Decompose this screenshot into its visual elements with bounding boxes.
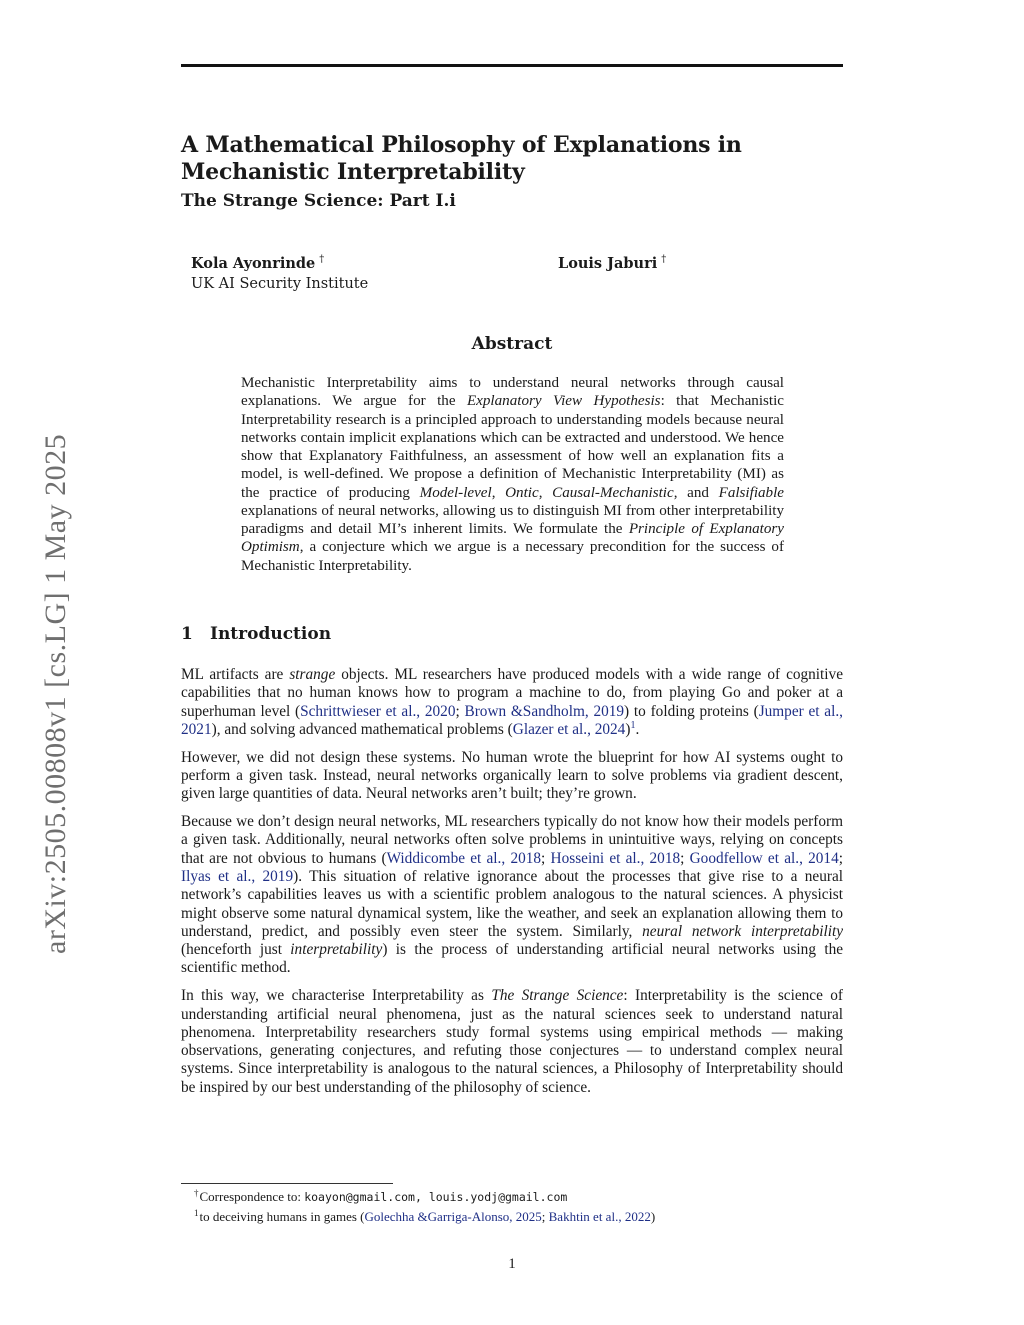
text-run: ), and solving advanced mathematical problems ( xyxy=(211,720,513,738)
citation-link[interactable]: Jumper et al., 2021 xyxy=(181,702,843,738)
paragraph-1 xyxy=(181,666,843,739)
author-1 xyxy=(191,250,368,294)
footnote-mark: † xyxy=(194,1187,199,1198)
text-run: ML artifacts are xyxy=(181,666,290,683)
abstract-text-run: explanations of neural networks, allowing us to distinguish MI from other interpretability paradigms and detail MI’s inherent limits. We formulate the xyxy=(241,502,784,537)
citation-link[interactable]: Widdicombe et al., 2018 xyxy=(386,849,542,867)
text-run: objects. ML researchers have produced models with a wide range of cognitive capabilities that no human knows how to program a machine to do, from playing Go and poker at a superhuman level ( xyxy=(181,666,843,720)
author-affiliation: UK AI Security Institute xyxy=(191,275,369,292)
text-run: ) to folding proteins ( xyxy=(624,702,759,720)
correspondence-emails: koayon@gmail.com, louis.yodj@gmail.com xyxy=(304,1190,568,1204)
emphasis: The Strange Science xyxy=(491,987,624,1005)
abstract-text-run: , xyxy=(491,484,506,501)
citation-link[interactable]: Glazer et al., 2024 xyxy=(512,720,626,738)
citation-link[interactable]: Ilyas et al., 2019 xyxy=(181,867,294,885)
body-column xyxy=(181,666,843,1107)
author-2 xyxy=(558,250,666,274)
title-block xyxy=(181,132,846,212)
citation-link[interactable]: Golechha &Garriga-Alonso, 2025 xyxy=(364,1209,542,1224)
abstract-text xyxy=(241,374,784,575)
citation-link[interactable]: Schrittwieser et al., 2020 xyxy=(300,702,456,720)
text-run: Because we don’t design neural networks, ML researchers typically do not know how their models perform a given task. Additionally, neural networks often solve problems in unintuitive ways, relying on concepts that are not obvious to humans ( xyxy=(181,813,843,867)
author-name: Louis Jaburi xyxy=(558,254,658,272)
section-title: Introduction xyxy=(210,624,332,644)
paragraph-4 xyxy=(181,987,843,1097)
citation-link[interactable]: Brown &Sandholm, 2019 xyxy=(464,702,625,720)
abstract-text-run: , xyxy=(538,484,553,501)
section-heading xyxy=(181,624,331,644)
citation-link[interactable]: Hosseini et al., 2018 xyxy=(550,849,681,867)
text-run: ; xyxy=(680,849,690,867)
abstract-heading: Abstract xyxy=(471,334,553,354)
footnote-marker[interactable]: 1 xyxy=(630,719,636,731)
abstract-text-run: , and xyxy=(673,484,719,501)
citation-link[interactable]: Bakhtin et al., 2022 xyxy=(548,1209,651,1224)
text-run: : Interpretability is the science of understanding artificial neural phenomena, just as the natural sciences seek to understand natural phenomena. Interpretability researchers study formal systems using empirical methods — making observations, generating conjectures, and refuting those conjectures — to understand complex neural systems. Since interpretability is analogous to the natural sciences, a Philosophy of Interpretability should be inspired by our best understanding of the philosophy of science. xyxy=(181,987,843,1096)
text-run: ; xyxy=(838,849,843,867)
footnote-text: ; xyxy=(541,1209,549,1224)
paper-title: A Mathematical Philosophy of Explanations in Mechanistic Interpretability xyxy=(181,132,742,185)
text-run: ) xyxy=(625,720,631,738)
abstract-emphasis: Falsifiable xyxy=(718,484,784,501)
footnote-correspondence xyxy=(181,1187,843,1207)
footnote-text: ) xyxy=(650,1209,656,1224)
author-mark: † xyxy=(661,254,667,265)
paper-subtitle: The Strange Science: Part I.i xyxy=(181,191,456,211)
abstract-emphasis: Explanatory View Hypothesis xyxy=(466,393,661,410)
top-rule xyxy=(181,64,843,67)
abstract-emphasis: Principle of Explanatory Optimism xyxy=(241,521,784,556)
footnotes xyxy=(181,1187,843,1227)
emphasis: interpretability xyxy=(290,941,383,959)
footnote-text: Correspondence to: xyxy=(199,1189,305,1204)
page-number: 1 xyxy=(508,1256,516,1272)
arxiv-identifier: arXiv:2505.00808v1 [cs.LG] 1 May 2025 xyxy=(39,433,72,954)
footnote-rule xyxy=(181,1183,393,1184)
text-run: In this way, we characterise Interpretability as xyxy=(181,987,492,1005)
text-run: . xyxy=(635,720,640,738)
author-name: Kola Ayonrinde xyxy=(191,254,316,272)
footnote-text: to deceiving humans in games ( xyxy=(199,1209,365,1224)
footnote-1 xyxy=(181,1207,843,1227)
abstract-emphasis: Ontic xyxy=(505,484,539,501)
text-run: ). This situation of relative ignorance about the processes that give rise to a neural network’s capabilities leaves us with a scientific problem analogous to the natural sciences. A physicist might observe some natural dynamical system, like the weather, and seek an explanation allowing them to understand, predict, and possibly even steer the system. Similarly, xyxy=(181,867,843,940)
abstract-text-run: : that Mechanistic Interpretability research is a principled approach to understanding models because neural networks contain implicit explanations which can be extracted and understood. We hence show that Explanatory Faithfulness, an assessment of how well an explanation fits a model, is well-defined. We propose a definition of Mechanistic Interpretability (MI) as the practice of producing xyxy=(241,393,785,501)
abstract-text-run: Mechanistic Interpretability aims to understand neural networks through causal explanations. We argue for the xyxy=(241,375,784,410)
text-run: ; xyxy=(541,849,551,867)
text-run: ; xyxy=(455,702,465,720)
emphasis: neural network interpretability xyxy=(642,922,844,940)
section-number: 1 xyxy=(181,624,193,644)
paragraph-2: However, we did not design these systems. No human wrote the blueprint for how AI systems ought to perform a given task. Instead, neural networks organically learn to solve problems via gradient descent, given large quantities of data. Neural networks aren’t built; they’re grown. xyxy=(181,748,843,803)
emphasis: strange xyxy=(289,666,336,683)
abstract-emphasis: Model-level xyxy=(419,484,492,501)
paragraph-3 xyxy=(181,813,843,978)
text-run: (henceforth just xyxy=(181,941,291,959)
citation-link[interactable]: Goodfellow et al., 2014 xyxy=(689,849,839,867)
author-mark: † xyxy=(319,254,325,265)
text-run: ) is the process of understanding artificial neural networks using the scientific method. xyxy=(181,941,844,977)
abstract-emphasis: Causal-Mechanistic xyxy=(552,484,674,501)
footnote-mark: 1 xyxy=(194,1207,199,1218)
abstract-text-run: , a conjecture which we argue is a necessary precondition for the success of Mechanistic Interpretability. xyxy=(241,539,784,574)
